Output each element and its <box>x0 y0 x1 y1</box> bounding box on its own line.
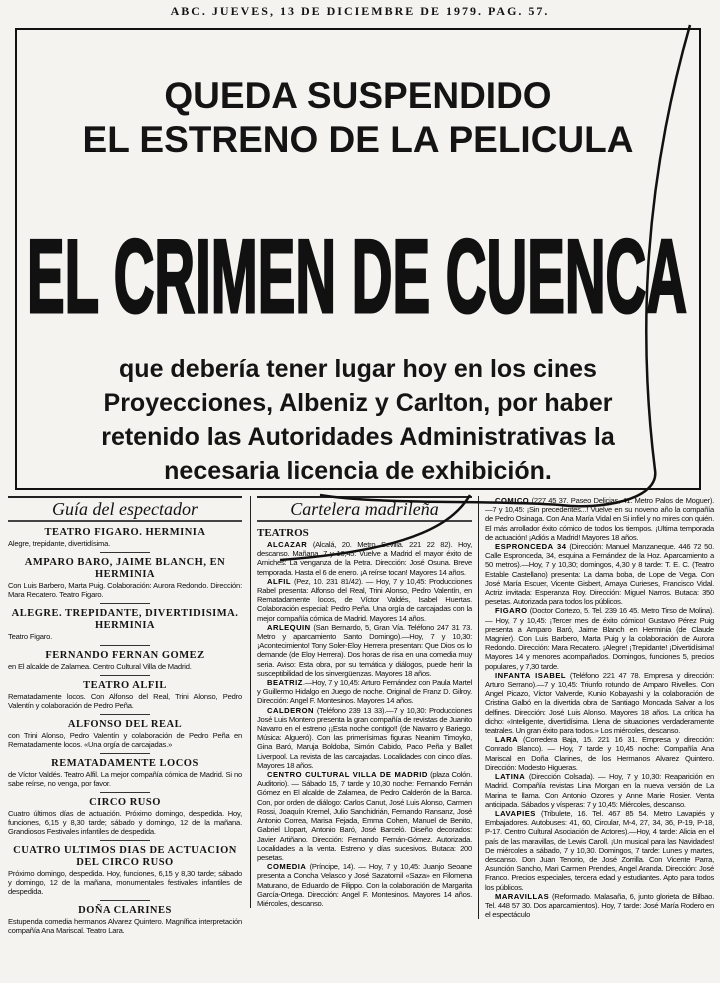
listing-text: (Teléfono 221 47 78. Empresa y dirección: Arturo Serrano).—7 y 10,45: Triunfo rotundo de Amparo Rivelles. Con Angel Picazo, Víctor Valverde, Kunio Kobayashi y la colaboración de Cristina Galbó en la divertida obra de Santiago Moncada Salvar a los delfines. Dirección: José Luis Alonso. Mayores 18 años. La crítica ha dicho: «Inteligente, divertidísima. Llena de situaciones verdaderamente teatrales. Un gran éxito para todos.» Los miércoles, descanso. <box>485 670 714 736</box>
listing-text: (Corredera Baja, 15. 221 16 31. Empresa y dirección: Conrado Blanco). — Hoy, 7 tarde y 10,45 noche: Compañía Ana Mariscal en Doña Clarines, de los Hermanos Alvarez Quintero. Dirección: Modesto Higueras. <box>485 735 714 772</box>
listing-entry <box>485 542 714 606</box>
guia-item <box>8 797 242 841</box>
divider <box>100 753 150 754</box>
guia-item-text: con Trini Alonso, Pedro Valentín y colaboración de Pedro Peña en Rematadamente locos. «Una orgía de carcajadas.» <box>8 731 242 749</box>
listing-entry <box>485 671 714 735</box>
guia-list <box>8 527 242 935</box>
listing-entry <box>251 862 472 908</box>
guia-item-text: Próximo domingo, despedida. Hoy, funciones, 6,15 y 8,30 tarde; sábado y domingo, 12 de la mañana, monumentales festivales infantiles de despedida. <box>8 869 242 896</box>
venue-name: CENTRO CULTURAL VILLA DE MADRID <box>267 770 428 780</box>
masthead: ABC. JUEVES, 13 DE DICIEMBRE DE 1979. PAG. 57. <box>170 4 550 18</box>
subtext-line: retenido las Autoridades Administrativas la <box>101 423 615 451</box>
guia-column <box>8 496 242 939</box>
cartelera-list <box>251 540 472 908</box>
listing-entry <box>251 678 472 706</box>
venue-name: ALFIL <box>267 576 292 586</box>
guia-item-text: Rematadamente locos. Con Alfonso del Real, Trini Alonso, Pedro Valentín y colaboración de Pedro Peña. <box>8 692 242 710</box>
guia-item-heading: TEATRO ALFIL <box>83 680 167 691</box>
guia-item-heading: CIRCO RUSO <box>89 797 161 808</box>
divider <box>100 714 150 715</box>
venue-name: ALCAZAR <box>267 540 308 549</box>
guia-item-text: Teatro Figaro. <box>8 632 53 641</box>
guia-item-heading: TEATRO FIGARO. HERMINIA <box>44 527 206 538</box>
subtext-line: necesaria licencia de exhibición. <box>164 457 552 485</box>
listing-entry <box>485 892 714 920</box>
guia-item-heading: CUATRO ULTIMOS DIAS DE ACTUACION DEL CIRCO RUSO <box>13 845 237 868</box>
listing-entry <box>251 577 472 623</box>
guia-item-heading: ALFONSO DEL REAL <box>67 719 183 730</box>
listing-text: (Teléfono 239 13 33).—7 y 10,30: Producciones José Luis Montero presenta la gran compañía de revistas de Juanito Navarro en el estreno ¡¡Esta noche contigo!! (de Navarro y Bariego. Música: Algueró). Con las primerísimas figuras Neanim Timoyko, Gina Baró, Maruja Boldoba, Simón Cabido, Paco Peña y Ballet Liverpool. La revista de las carcajadas. Localidades con cinco días. Mayores 18 años. <box>257 705 472 770</box>
listing-text: (San Bernardo, 5, Gran Vía. Teléfono 247 31 73. Metro y aparcamiento Santo Domingo).—Hoy, 7 y 10,30: ¡Acontecimiento! Tony Soler-Eloy Herrera presentan: Que Dios os lo demande (de Eloy Herrera). Dos horas de risa en una comedia muy seria. Aviso: Esta obra, por su temática y diálogos, puede herir la susceptibilidad de los sinvergüenzas. Mayores 18 años. <box>257 622 472 678</box>
guia-item-heading: DOÑA CLARINES <box>78 905 172 916</box>
venue-name: COMEDIA <box>267 862 307 872</box>
headline-line-1: QUEDA SUSPENDIDO <box>164 75 552 116</box>
venue-name: ESPRONCEDA 34 <box>495 542 567 552</box>
listing-entry <box>251 540 472 577</box>
venue-name: LAVAPIES <box>495 808 536 818</box>
venue-name: LATINA <box>495 772 526 782</box>
listing-entry <box>251 623 472 678</box>
headline <box>17 74 699 162</box>
guia-item <box>8 527 242 553</box>
listing-entry <box>485 735 714 772</box>
guia-item <box>8 557 242 604</box>
announcement-subtext <box>17 352 699 488</box>
cartelera-list-continued <box>485 496 714 919</box>
listing-entry <box>251 706 472 770</box>
divider <box>100 792 150 793</box>
guia-item-text: Estupenda comedia hermanos Alvarez Quintero. Magnífica interpretación compañía Ana Mariscal. Teatro Lara. <box>8 917 242 935</box>
divider <box>100 675 150 676</box>
guia-item <box>8 905 242 935</box>
guia-item-text: Alegre, trepidante, divertidísima. <box>8 539 111 548</box>
listing-text: (Alcalá, 20. Metro Sevilla. 221 22 82). Hoy, descanso. Mañana, 7 y 10,45: Vuelve a Madrid el mayor éxito de Arniches: La venganza de la Petra. Dirección: José Osuna. Breve temporada. Hasta el 6 de enero. ¡A reírse tocan! Mayores 14 años. <box>257 540 472 577</box>
venue-name: LARA <box>495 735 519 745</box>
guia-item <box>8 845 242 901</box>
venue-name: INFANTA ISABEL <box>495 670 567 680</box>
guia-item <box>8 650 242 676</box>
subtext-line: Proyecciones, Albeniz y Carlton, por haber <box>103 389 613 417</box>
guia-item <box>8 758 242 793</box>
venue-name: CALDERON <box>267 705 315 715</box>
divider <box>100 645 150 646</box>
guia-item <box>8 719 242 754</box>
guia-item <box>8 608 242 646</box>
listing-text: (plaza Colón. Auditorio). — Sábado 15, 7 tarde y 10,30 noche: Fernando Fernán Gómez en El alcalde de Zalamea, de Pedro Calderón de la Barca. Con, por orden de diálogo: Carlos Canut, José Luis Alonso, Carmen Rossi, Joaquín Kremel, Julio Sanchidrián, Fernando Ransanz, José Antonio Correa, Marisa Fejada, Emma Cohen, Manuel de Benito, Gabriel Llopart, Antonio Baró, José Barceló. Diseño decorados: Javier Artiñano. Dirección: Fernando Fernán-Gómez. Autorizada. Localidades a la venta. Estreno y días sucesivos. Butaca: 200 pesetas. <box>257 770 472 862</box>
cartelera-column-continued <box>478 496 714 919</box>
listing-text: (Dirección: Manuel Manzaneque. 446 72 50. Calle Espronceda, 34, esquina a Fernández de la Hoz. Aparcamiento a 50 metros).—Hoy, 7 y 10,30; domingos, 4,30 y 8 tarde: T. E. C. (Teatro Estable Castellano) presenta: La dama boba, de Lope de Vega. Con José María Escuer, Vicente Gisbert, Amaya Curieses, Francisco Vidal. Actriz invitada: Esperanza Roy. Dirección: Miguel Narros. Butaca: 350 pesetas. Autorizada para todos los públicos. <box>485 542 714 607</box>
venue-name: MARAVILLAS <box>495 891 550 901</box>
listing-entry <box>485 496 714 542</box>
listing-text: (Tribulete, 16. Tel. 467 85 54. Metro Lavapiés y Embajadores. Autobuses: 41, 60, Circular, M-4, 27, 34, 36, P-19, P-18, P-17. Centro Cultural Asociación de Actores).—Hoy, 4 tarde: Alicia en el país de las maravillas, de Lewis Caroll. ¡Un musical para las Navidades! De miércoles a sábado, 7 y 10,30. Domingos, 7 tarde: Lunes y martes, descanso. Don Juan Tenorio, de José Zorrilla. Con Vicente Parra, Asunción Sancho, Mari Carmen Prendes, Angel Aranda. Dirección: José Franco. Precios especiales, tercera edad y estudiantes. Apto para todos los públicos. <box>485 808 714 892</box>
listing-entry <box>485 809 714 892</box>
guia-item-heading: ALEGRE. TREPIDANTE, DIVERTIDISIMA. HERMINIA <box>11 608 239 631</box>
guia-item-heading: AMPARO BARO, JAIME BLANCH, EN HERMINIA <box>24 557 226 580</box>
divider <box>100 603 150 604</box>
guia-item-text: en El alcalde de Zalamea. Centro Cultural Villa de Madrid. <box>8 662 192 671</box>
venue-name: COMICO <box>495 496 530 505</box>
listing-text: (Dirección Colsada). — Hoy, 7 y 10,30: Reaparición en Madrid. Compañía revistas Lina Morgan en la nueva versión de La Marina te llama. Con Antonio Ozores y Anne Marie Rosier. Venta anticipada. Sábados y vísperas: 7 y 10,45: Miércoles, descanso. <box>485 772 714 809</box>
divider <box>100 552 150 553</box>
guia-item-text: Con Luis Barbero, Marta Puig. Colaboración: Aurora Redondo. Dirección: Mara Recatero. Teatro Figaro. <box>8 581 242 599</box>
listing-text: .—Hoy, 7 y 10,45: Arturo Fernández con Paula Martel y Guillermo Hidalgo en Juego de noche. Original de Franz D. Gilroy. Dirección: Angel F. Montesinos. Mayores 14 años. <box>257 678 472 706</box>
cartelera-column <box>250 496 472 908</box>
film-title-text: EL CRIMEN DE CUENCA <box>27 219 687 328</box>
venue-name: FIGARO <box>495 606 528 616</box>
guia-item-heading: REMATADAMENTE LOCOS <box>51 758 199 769</box>
divider <box>100 900 150 901</box>
announcement-box <box>15 28 701 490</box>
venue-name: ARLEQUIN <box>267 622 311 632</box>
listing-entry <box>485 772 714 809</box>
listing-text: (Reformado. Malasaña, 6, junto glorieta de Bilbao. Tel. 448 57 30. Dos aparcamientos). Hoy, 7 tarde: José María Rodero en el espectáculo <box>485 891 714 920</box>
listing-entry <box>485 606 714 670</box>
listing-text: (Pez, 10. 231 81/42). — Hoy, 7 y 10,45: Producciones Rabel presenta: Alfonso del Real, Trini Alonso, Pedro Valentín, en Rematadamente locos, de Víctor Valdés, Isabel Huertas. Colaboración especial: Pedro Peña. Una orgía de carcajadas con la mejor compañía cómica de Madrid. Mayores 14 años. <box>257 576 472 623</box>
listing-text: (227 45 37. Paseo Delicias, 41. Metro Palos de Moguer).—7 y 10,45: ¡Sin precedentes...! Vuelve en su noveno año la compañía de Pedro Osinaga. Con Ana María Vidal en Si infiel y no mires con quién. El más arrollador éxito cómico de todos los tiempos. ¡Ultima temporada de actuación! ¡Adiós a Madrid! Mayores 18 años. <box>485 496 714 542</box>
listing-entry <box>251 770 472 862</box>
listing-text: (Doctor Cortezo, 5. Tel. 239 16 45. Metro Tirso de Molina). — Hoy, 7 y 10,45: ¡Tercer mes de éxito cómico! Gustavo Pérez Puig presenta a Amparo Baró, Jaime Blanch en Herminia (de Claude Magnier). Con Luis Barbero, Marta Puig y la colaboración de Aurora Redondo. Dirección: Mara Recatero. ¡Alegre! ¡Trepidante! ¡Divertidísima! Mayores 14 y menores acompañados. Domingos, funciones 5, precios populares, y 7,30 tarde. <box>485 606 714 671</box>
venue-name: BEATRIZ <box>267 678 303 688</box>
guia-item <box>8 680 242 715</box>
cartelera-title: Cartelera madrileña <box>257 496 472 522</box>
section-heading: TEATROS <box>257 527 309 539</box>
guia-item-text: Cuatro últimos días de actuación. Próximo domingo, despedida. Hoy, funciones, 6,15 y 8,30 tarde; sábado y domingo, 12 de la mañana. Grandiosos Festivales infantiles de despedida. <box>8 809 242 836</box>
guia-item-text: de Víctor Valdés. Teatro Alfil. La mejor compañía cómica de Madrid. Si no sabe reírse, no venga, por favor. <box>8 770 242 788</box>
divider <box>100 840 150 841</box>
subtext-line: que debería tener lugar hoy en los cines <box>119 355 597 383</box>
listing-text: (Príncipe, 14). — Hoy, 7 y 10,45: Juanjo Seoane presenta a Concha Velasco y José Sazatornil «Saza» en Filomena Maturano, de Eduardo de Filippo. Con la colaboración de Margarita García-Ortega. Dirección: Angel F. Montesinos. Mayores 14 años. Miércoles, descanso. <box>257 862 472 908</box>
headline-line-2: EL ESTRENO DE LA PELICULA <box>82 119 634 160</box>
guia-title: Guía del espectador <box>8 496 242 522</box>
film-title <box>23 208 693 328</box>
guia-item-heading: FERNANDO FERNAN GOMEZ <box>45 650 205 661</box>
